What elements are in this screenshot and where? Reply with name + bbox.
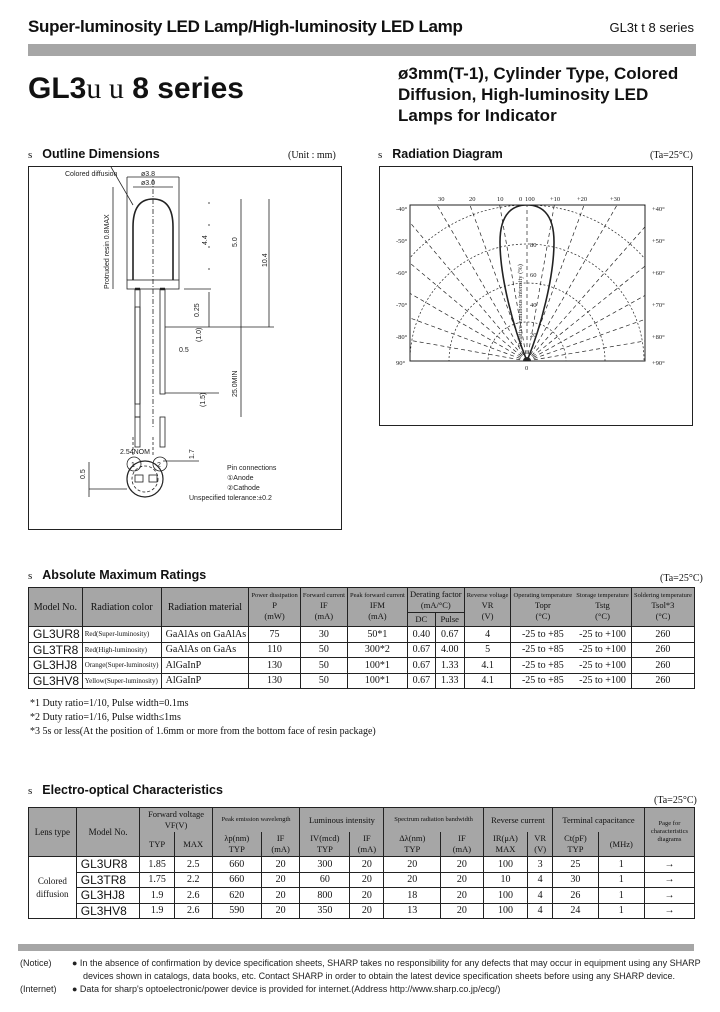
label-lead: 0.5 — [179, 347, 189, 354]
table-row: GL3TR8 1.75 2.2 660 20 60 20 20 20 10 4 30 1 → — [29, 872, 695, 888]
notice-text-1: ● In the absence of confirmation by device specification sheets, SHARP takes no responsibility for any defects that may occur in equipment using any SHARP — [72, 958, 701, 968]
lens-type-cell: Colored diffusion — [29, 857, 77, 919]
radiation-diagram-box — [379, 166, 693, 426]
arrow-right-icon[interactable]: → — [644, 888, 694, 904]
top-tick: +10 — [550, 196, 561, 203]
left-tick: -50° — [396, 238, 408, 245]
label-tolerance: Unspecified tolerance:±0.2 — [189, 495, 272, 502]
arrow-right-icon[interactable]: → — [644, 872, 694, 888]
series-mid: u u — [86, 72, 124, 105]
label-d30: ø3.0 — [141, 180, 156, 187]
notice-label: (Notice) — [20, 958, 52, 968]
note-1: *1 Duty ratio=1/10, Pulse width=0.1ms — [30, 698, 189, 709]
label-h15: (1.5) — [200, 392, 207, 407]
label-pin-anode: ①Anode — [227, 475, 254, 482]
top-tick: +30 — [610, 196, 621, 203]
internet-text: ● Data for sharp's optoelectronic/power device is provided for internet.(Address http://www.sharp.co.jp/ecg/) — [72, 984, 501, 994]
table-row: GL3HJ8 1.9 2.6 620 20 800 20 18 20 100 4 26 1 → — [29, 888, 695, 904]
col-material: Radiation material — [161, 588, 249, 627]
top-tick: 30 — [438, 196, 445, 203]
radial-tick: 60 — [530, 272, 537, 279]
table-row: GL3TR8 Red(High-luminosity) GaAlAs on GaAs 110 50 300*2 0.67 4.00 5 -25 to +85 -25 to +100 260 — [29, 642, 695, 658]
document-header-title: Super-luminosity LED Lamp/High-luminosity LED Lamp — [28, 17, 463, 36]
label-h05: 0.5 — [80, 469, 87, 479]
col-color: Radiation color — [82, 588, 161, 627]
col-pulse: Pulse — [435, 613, 464, 627]
abs-max-section-title — [28, 568, 206, 582]
subtitle-line: Diffusion, High-luminosity LED — [398, 85, 649, 104]
outline-unit: (Unit : mm) — [288, 150, 336, 161]
origin-label: 0 — [525, 365, 529, 372]
note-3: *3 5s or less(At the position of 1.6mm or more from the bottom face of resin package) — [30, 726, 376, 737]
section-bullet: s — [378, 149, 383, 161]
header-divider — [28, 44, 696, 56]
footer-divider — [18, 944, 694, 951]
label-pin-cathode: ②Cathode — [227, 485, 260, 492]
col-peak: Peak forward current IFM (mA) — [347, 588, 407, 627]
col-rev: Reverse current — [483, 808, 552, 833]
radiation-title: Radiation Diagram — [392, 147, 503, 161]
left-tick: -40° — [396, 206, 408, 213]
col-operating: Operating temperature Topr (°C) — [511, 588, 574, 627]
left-tick: -70° — [396, 302, 408, 309]
label-h44: 4.4 — [202, 235, 209, 245]
led-outline-drawing — [29, 167, 343, 531]
left-tick: -80° — [396, 334, 408, 341]
series-suffix: 8 series — [123, 72, 244, 105]
arrow-right-icon[interactable]: → — [644, 903, 694, 919]
radiation-polar-chart — [380, 167, 694, 427]
right-tick: +90° — [652, 360, 665, 367]
section-bullet: s — [28, 570, 33, 582]
electro-condition: (Ta=25°C) — [654, 795, 697, 806]
table-row: GL3HJ8 Orange(Super-luminosity) AlGaInP 130 50 100*1 0.67 1.33 4.1 -25 to +85 -25 to +100 260 — [29, 658, 695, 674]
notice-text-2: devices shown in catalogs, data books, etc. Contact SHARP in order to obtain the latest device specification sheets before using any SHARP device. — [83, 971, 676, 981]
right-tick: +50° — [652, 238, 665, 245]
label-h025: 0.25 — [194, 303, 201, 317]
top-tick: 0 — [519, 196, 523, 203]
col-model: Model No. — [29, 588, 83, 627]
col-storage: Storage temperature Tstg (°C) — [574, 588, 631, 627]
left-tick: -60° — [396, 270, 408, 277]
table-row: GL3HV8 1.9 2.6 590 20 350 20 13 20 100 4 24 1 → — [29, 903, 695, 919]
outline-drawing-box — [28, 166, 342, 530]
table-row: Colored diffusion GL3UR8 1.85 2.5 660 20 300 20 20 20 100 3 25 1 → — [29, 857, 695, 873]
radial-tick: 20 — [530, 332, 537, 339]
right-tick: +80° — [652, 334, 665, 341]
arrow-right-icon[interactable]: → — [644, 857, 694, 873]
right-tick: +40° — [652, 206, 665, 213]
note-2: *2 Duty ratio=1/16, Pulse width≤1ms — [30, 712, 181, 723]
radiation-section-title — [378, 147, 503, 161]
right-tick: +70° — [652, 302, 665, 309]
left-tick: 90° — [396, 360, 406, 367]
col-forward: Forward current IF (mA) — [300, 588, 347, 627]
table-row: GL3HV8 Yellow(Super-luminosity) AlGaInP 130 50 100*1 0.67 1.33 4.1 -25 to +85 -25 to +100 260 — [29, 673, 695, 689]
label-pin2: 2 — [157, 462, 161, 469]
col-solder: Soldering temperature Tsol*3 (°C) — [631, 588, 694, 627]
outline-title: Outline Dimensions — [42, 147, 160, 161]
series-prefix: GL3 — [28, 72, 87, 105]
col-spec: Spectrum radiation bandwidth — [384, 808, 483, 833]
label-pin-title: Pin connections — [227, 465, 277, 472]
electro-title: Electro-optical Characteristics — [42, 783, 223, 797]
label-h50: 5.0 — [232, 237, 239, 247]
electro-section-title — [28, 783, 223, 797]
col-model: Model No. — [76, 808, 140, 857]
product-subtitle — [398, 63, 678, 126]
top-tick: 100 — [525, 196, 535, 203]
col-peak: Peak emission wavelength — [212, 808, 300, 833]
col-lum: Luminous intensity — [300, 808, 384, 833]
col-derating: Derating factor (mA/°C) — [407, 588, 464, 613]
abs-max-table — [28, 587, 695, 689]
abs-max-notes — [30, 697, 376, 739]
col-cap: Terminal capacitance — [553, 808, 645, 833]
col-lens: Lens type — [29, 808, 77, 857]
footer-notice — [20, 957, 701, 996]
electro-table: Lens type Model No. Forward voltage VF(V) Peak emission wavelength Luminous intensity Spectrum radiation bandwidth Reverse current Terminal capacitance Page for characteristics diagrams TYP MAX λp(nm) TYP IF (mA) IV(mcd) TYP IF (mA) Δλ(nm) TYP IF (mA) IR(μA) MAX VR (V) Ct(pF) TYP (MHz) Colored diffusion GL3UR8 1.85 2.5 660 20 300 20 20 20 100 3 25 1 → GL3TR8 1.75 2.2 660 20 60 20 20 20 10 4 30 1 → GL3HJ8 1.9 2.6 620 20 800 20 18 20 100 4 26 1 → GL3HV8 1.9 2.6 590 20 350 20 13 20 100 4 24 1 → — [28, 807, 695, 919]
section-bullet: s — [28, 785, 33, 797]
document-header-series: GL3t t 8 series — [609, 20, 694, 35]
subtitle-line: ø3mm(T-1), Cylinder Type, Colored — [398, 64, 679, 83]
top-tick: +20 — [577, 196, 588, 203]
label-h10: (1.0) — [196, 327, 203, 342]
section-bullet: s — [28, 149, 33, 161]
label-d38: ø3.8 — [141, 171, 156, 178]
label-pitch: 2.54NOM — [120, 449, 150, 456]
abs-max-title: Absolute Maximum Ratings — [42, 568, 207, 582]
top-tick: 20 — [469, 196, 476, 203]
label-protruded: Protruded resin 0.8MAX — [104, 214, 111, 289]
col-vf: Forward voltage VF(V) — [140, 808, 212, 833]
label-pin1: 1 — [131, 462, 135, 469]
right-tick: +60° — [652, 270, 665, 277]
label-min25: 25.0MIN — [232, 370, 239, 397]
outline-section-title — [28, 147, 160, 161]
label-h104: 10.4 — [262, 253, 269, 267]
label-colored-diffusion: Colored diffusion — [65, 171, 118, 178]
radiation-condition: (Ta=25°C) — [650, 150, 693, 161]
radial-tick: 80 — [530, 242, 537, 249]
radial-axis-label: Relative luminous intensity (%) — [517, 264, 524, 347]
subtitle-line: Lamps for Indicator — [398, 106, 557, 125]
col-reverse: Reverse voltage VR (V) — [464, 588, 511, 627]
table-row: GL3UR8 Red(Super-luminosity) GaAlAs on GaAlAs 75 30 50*1 0.40 0.67 4 -25 to +85 -25 to +100 260 — [29, 627, 695, 643]
label-h17: 1.7 — [189, 449, 196, 459]
top-tick: 10 — [497, 196, 504, 203]
abs-max-condition: (Ta=25°C) — [660, 573, 703, 584]
radial-tick: 40 — [530, 302, 537, 309]
col-dc: DC — [407, 613, 435, 627]
col-page: Page for characteristics diagrams — [644, 808, 694, 857]
col-power: Power dissipation P (mW) — [249, 588, 300, 627]
series-title — [28, 72, 244, 106]
internet-label: (Internet) — [20, 984, 57, 994]
